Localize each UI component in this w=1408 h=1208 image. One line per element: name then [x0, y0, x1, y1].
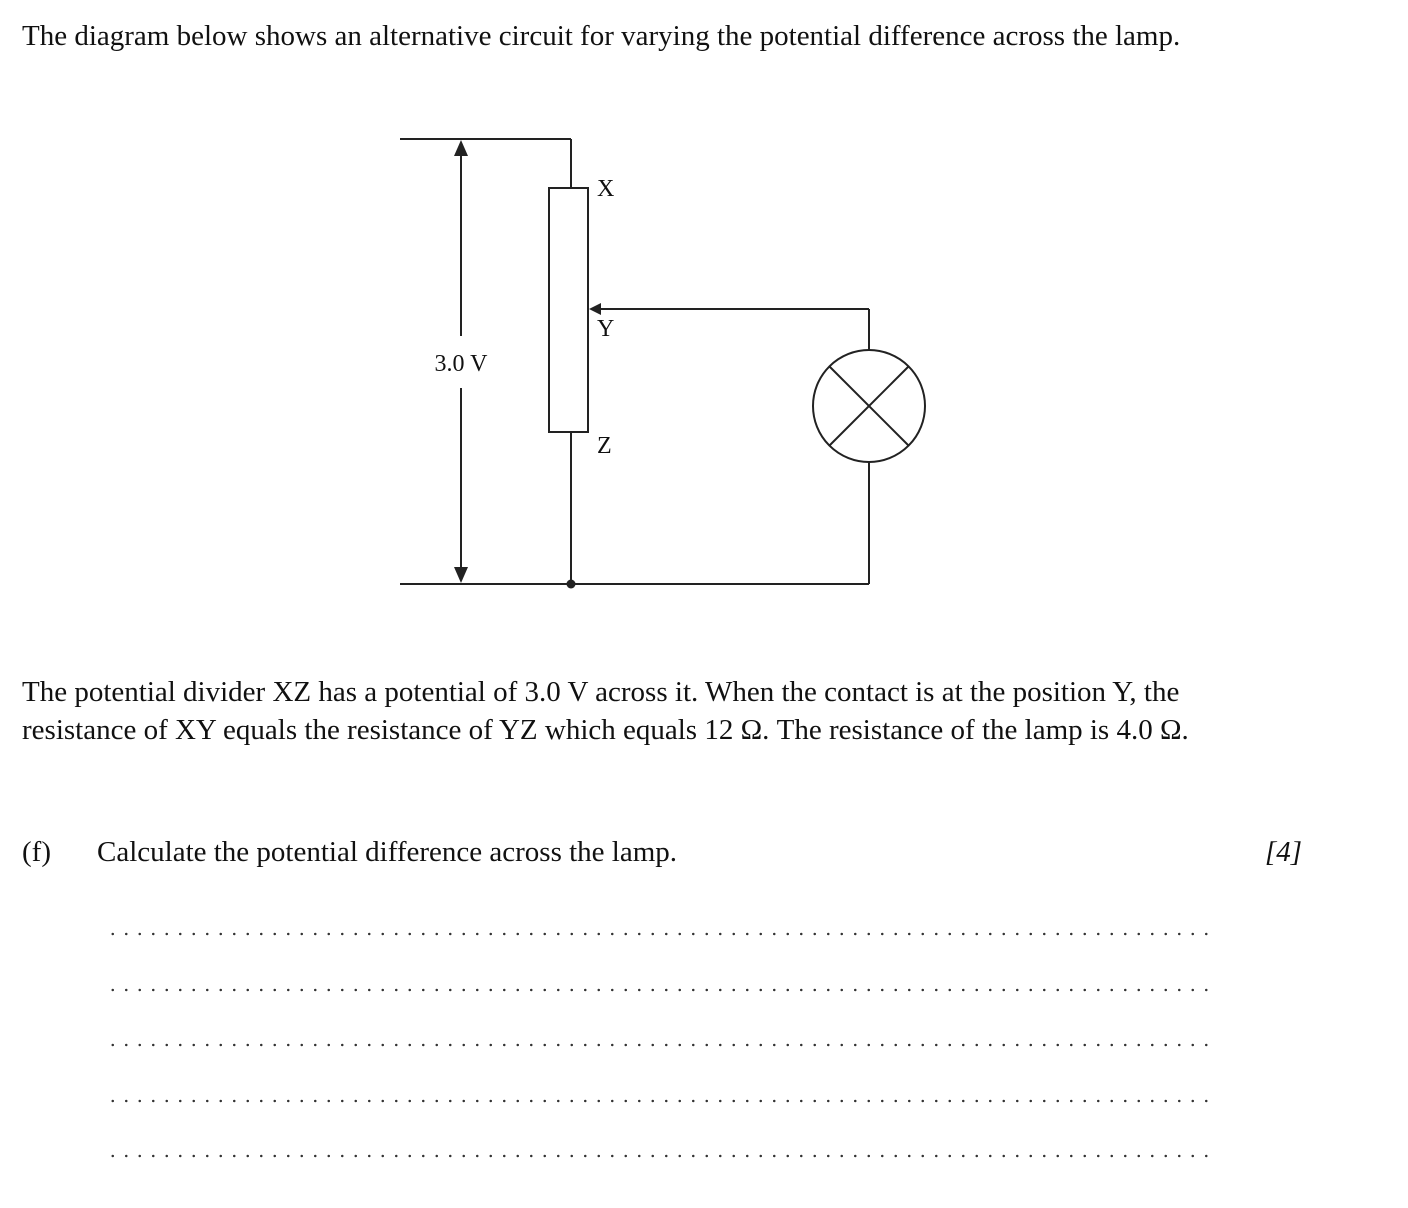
label-y: Y	[597, 316, 615, 342]
question-text: Calculate the potential difference across the lamp.	[97, 836, 678, 868]
answer-line[interactable]	[106, 1043, 1218, 1047]
answer-line[interactable]	[106, 1099, 1218, 1103]
answer-line[interactable]	[106, 1154, 1218, 1158]
answer-line[interactable]	[106, 988, 1218, 992]
junction-dot	[567, 580, 576, 589]
slider-arrowhead	[589, 303, 601, 315]
question-marks: [4]	[1264, 836, 1302, 868]
label-x: X	[597, 176, 615, 202]
intro-paragraph: The diagram below shows an alternative circuit for varying the potential difference across the lamp.	[22, 20, 1181, 52]
answer-line[interactable]	[106, 932, 1218, 936]
question-row	[22, 833, 1312, 873]
question-label: (f)	[22, 836, 51, 868]
label-z: Z	[597, 433, 612, 459]
potential-divider-resistor	[549, 188, 588, 432]
voltage-label: 3.0 V	[434, 351, 488, 377]
voltage-arrow-bottom	[454, 567, 468, 583]
given-paragraph: The potential divider XZ has a potential of 3.0 V across it. When the contact is at the position Y, the resistance of XY equals the resistance of YZ which equals 12 Ω. The resistance of the lamp is 4.0 Ω.	[22, 676, 1189, 746]
voltage-arrow-top	[454, 140, 468, 156]
